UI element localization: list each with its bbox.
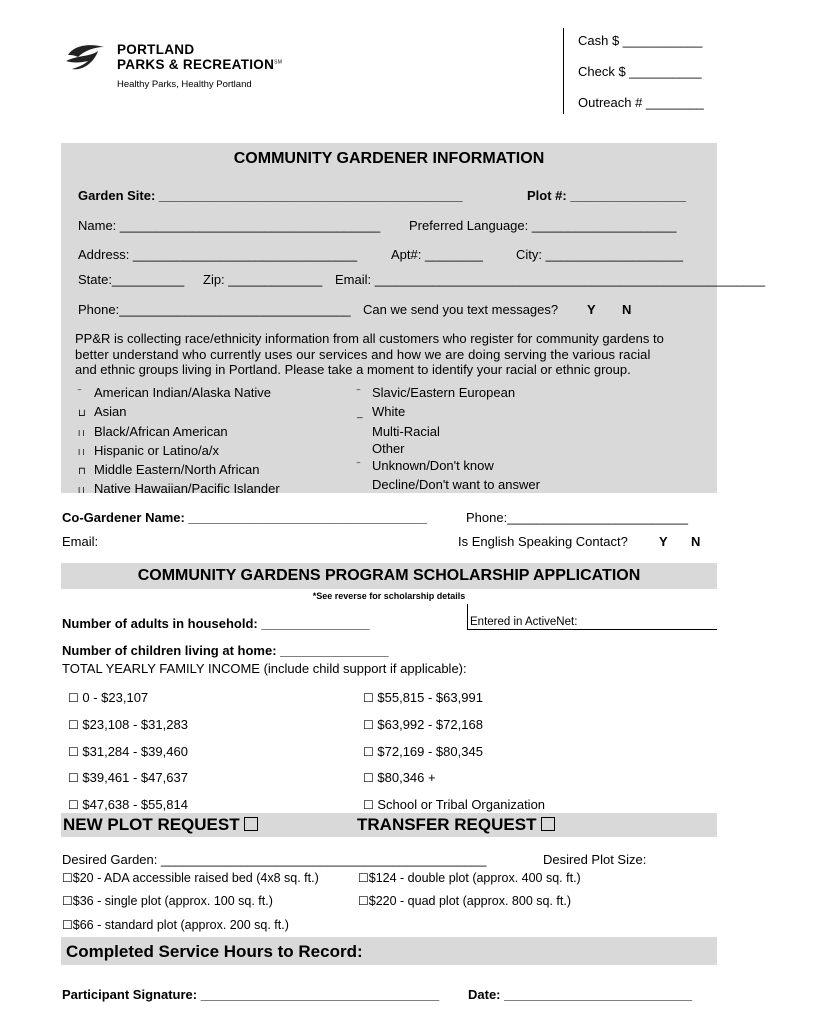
- text-messages-question: Can we send you text messages?: [363, 302, 559, 317]
- race-option[interactable]: _ White: [357, 404, 406, 420]
- phone-field[interactable]: Phone:________________________________: [78, 302, 351, 317]
- plot-field[interactable]: Plot #: ________________: [527, 188, 687, 203]
- english-yes-option[interactable]: Y: [659, 534, 668, 549]
- income-option[interactable]: ☐ School or Tribal Organization: [363, 797, 546, 813]
- transfer-request[interactable]: TRANSFER REQUEST: [357, 815, 555, 835]
- race-option[interactable]: ‾ Unknown/Don't know: [357, 458, 494, 474]
- new-plot-checkbox[interactable]: [244, 817, 258, 831]
- income-option[interactable]: ☐ $63,992 - $72,168: [363, 716, 483, 732]
- children-field[interactable]: Number of children living at home: _______________: [62, 643, 389, 658]
- plot-size-option[interactable]: ☐$36 - single plot (approx. 100 sq. ft.): [62, 894, 273, 908]
- income-label: TOTAL YEARLY FAMILY INCOME (include child support if applicable):: [62, 661, 467, 676]
- gardener-info-title: COMMUNITY GARDENER INFORMATION: [233, 150, 545, 167]
- race-option[interactable]: I I Black/African American: [78, 423, 228, 439]
- race-paragraph-line2: better understand who currently uses our services and how we are doing serving the various racial: [75, 347, 651, 362]
- race-list-right: [357, 384, 540, 494]
- outreach-field[interactable]: Outreach # ________: [578, 95, 704, 110]
- race-paragraph-line3: and ethnic groups living in Portland. Please take a moment to identify your racial or ethnic group.: [75, 362, 631, 377]
- checkbox-icon[interactable]: ☐: [363, 691, 374, 705]
- checkbox-icon[interactable]: ☐: [68, 691, 79, 705]
- check-field[interactable]: Check $ __________: [578, 64, 702, 79]
- income-option[interactable]: ☐ $55,815 - $63,991: [363, 690, 483, 705]
- income-option[interactable]: ☐ $47,638 - $55,814: [68, 797, 188, 813]
- income-option[interactable]: ☐ 0 - $23,107: [68, 690, 149, 705]
- email-field[interactable]: Email: ______________________________________________________: [335, 272, 766, 287]
- logo-tagline: Healthy Parks, Healthy Portland: [117, 79, 252, 90]
- transfer-checkbox[interactable]: [541, 817, 555, 831]
- scholarship-title: COMMUNITY GARDENS PROGRAM SCHOLARSHIP APPLICATION: [137, 567, 641, 584]
- race-option[interactable]: ⊔ Asian: [78, 404, 127, 420]
- service-hours-title: Completed Service Hours to Record:: [66, 942, 363, 961]
- city-field[interactable]: City: ___________________: [516, 247, 683, 262]
- race-option[interactable]: ⊓ Middle Eastern/North African: [78, 462, 260, 478]
- checkbox-icon[interactable]: ☐: [358, 871, 369, 885]
- checkbox-icon[interactable]: ☐: [363, 771, 374, 786]
- garden-site-field[interactable]: Garden Site: __________________________________________: [78, 188, 463, 203]
- scholarship-note: *See reverse for scholarship details: [312, 591, 466, 601]
- zip-field[interactable]: Zip: _____________: [203, 272, 323, 287]
- participant-signature-field[interactable]: Participant Signature: _________________________________: [62, 987, 440, 1002]
- logo-line1: PORTLAND: [117, 42, 195, 57]
- checkbox-icon[interactable]: ☐: [68, 798, 79, 813]
- apt-field[interactable]: Apt#: ________: [391, 247, 483, 262]
- income-options-left: [68, 685, 188, 819]
- income-option[interactable]: ☐ $39,461 - $47,637: [68, 770, 188, 786]
- english-no-option[interactable]: N: [691, 534, 701, 549]
- desired-garden-field[interactable]: Desired Garden: _____________________________________________: [62, 852, 487, 867]
- cash-field[interactable]: Cash $ ___________: [578, 33, 703, 48]
- income-options-right: [363, 685, 545, 819]
- income-option[interactable]: ☐ $72,169 - $80,345: [363, 743, 483, 759]
- cogardener-phone-field[interactable]: Phone:_________________________: [466, 510, 688, 525]
- checkbox-icon[interactable]: ☐: [62, 894, 73, 908]
- preferred-language-field[interactable]: Preferred Language: ____________________: [409, 218, 677, 233]
- plot-size-option[interactable]: ☐$66 - standard plot (approx. 200 sq. ft.): [62, 918, 289, 932]
- race-option[interactable]: Multi-Racial: [372, 423, 440, 439]
- income-option[interactable]: ☐ $80,346 +: [363, 770, 436, 786]
- plot-size-option[interactable]: ☐$124 - double plot (approx. 400 sq. ft.): [358, 871, 581, 885]
- new-plot-request[interactable]: NEW PLOT REQUEST: [63, 815, 258, 835]
- checkbox-icon[interactable]: ☐: [358, 894, 369, 908]
- activenet-underline: [467, 629, 717, 630]
- logo-line2: PARKS & RECREATION℠: [117, 57, 283, 72]
- desired-plot-size-label: Desired Plot Size:: [543, 852, 647, 867]
- cogardener-email-field[interactable]: Email:: [62, 534, 99, 549]
- race-list-left: [78, 384, 280, 500]
- payment-divider: [563, 28, 564, 114]
- cogardener-name-field[interactable]: Co-Gardener Name: _________________________________: [62, 510, 428, 525]
- leaf-logo-icon: [64, 41, 110, 73]
- plot-size-option[interactable]: ☐$220 - quad plot (approx. 800 sq. ft.): [358, 894, 571, 908]
- address-field[interactable]: Address: _______________________________: [78, 247, 358, 262]
- race-paragraph-line1: PP&R is collecting race/ethnicity information from all customers who register for community gardens to: [75, 331, 664, 346]
- race-option[interactable]: ‾ American Indian/Alaska Native: [78, 385, 272, 400]
- checkbox-icon[interactable]: ☐: [363, 717, 374, 732]
- race-option[interactable]: ‾ Slavic/Eastern European: [357, 385, 516, 400]
- race-option[interactable]: Decline/Don't want to answer: [372, 477, 540, 493]
- activenet-divider: [467, 604, 468, 630]
- text-yes-option[interactable]: Y: [587, 302, 596, 317]
- state-field[interactable]: State:__________: [78, 272, 185, 287]
- checkbox-icon[interactable]: ☐: [363, 744, 374, 759]
- text-no-option[interactable]: N: [622, 302, 632, 317]
- checkbox-icon[interactable]: ☐: [62, 918, 73, 932]
- signature-date-field[interactable]: Date: __________________________: [468, 987, 693, 1002]
- checkbox-icon[interactable]: ☐: [62, 871, 73, 885]
- income-option[interactable]: ☐ $23,108 - $31,283: [68, 716, 188, 732]
- activenet-field[interactable]: Entered in ActiveNet:: [470, 616, 578, 628]
- checkbox-icon[interactable]: ☐: [68, 744, 79, 759]
- race-option[interactable]: I I Hispanic or Latino/a/x: [78, 442, 220, 458]
- adults-field[interactable]: Number of adults in household: _______________: [62, 616, 370, 631]
- income-option[interactable]: ☐ $31,284 - $39,460: [68, 743, 188, 759]
- race-option[interactable]: Other: [372, 440, 405, 456]
- name-field[interactable]: Name: ____________________________________: [78, 218, 381, 233]
- plot-size-option[interactable]: ☐$20 - ADA accessible raised bed (4x8 sq. ft.): [62, 871, 319, 885]
- checkbox-icon[interactable]: ☐: [68, 717, 79, 732]
- race-option[interactable]: I I Native Hawaiian/Pacific Islander: [78, 481, 280, 497]
- checkbox-icon[interactable]: ☐: [68, 771, 79, 786]
- checkbox-icon[interactable]: ☐: [363, 798, 374, 813]
- english-contact-question: Is English Speaking Contact?: [458, 534, 628, 549]
